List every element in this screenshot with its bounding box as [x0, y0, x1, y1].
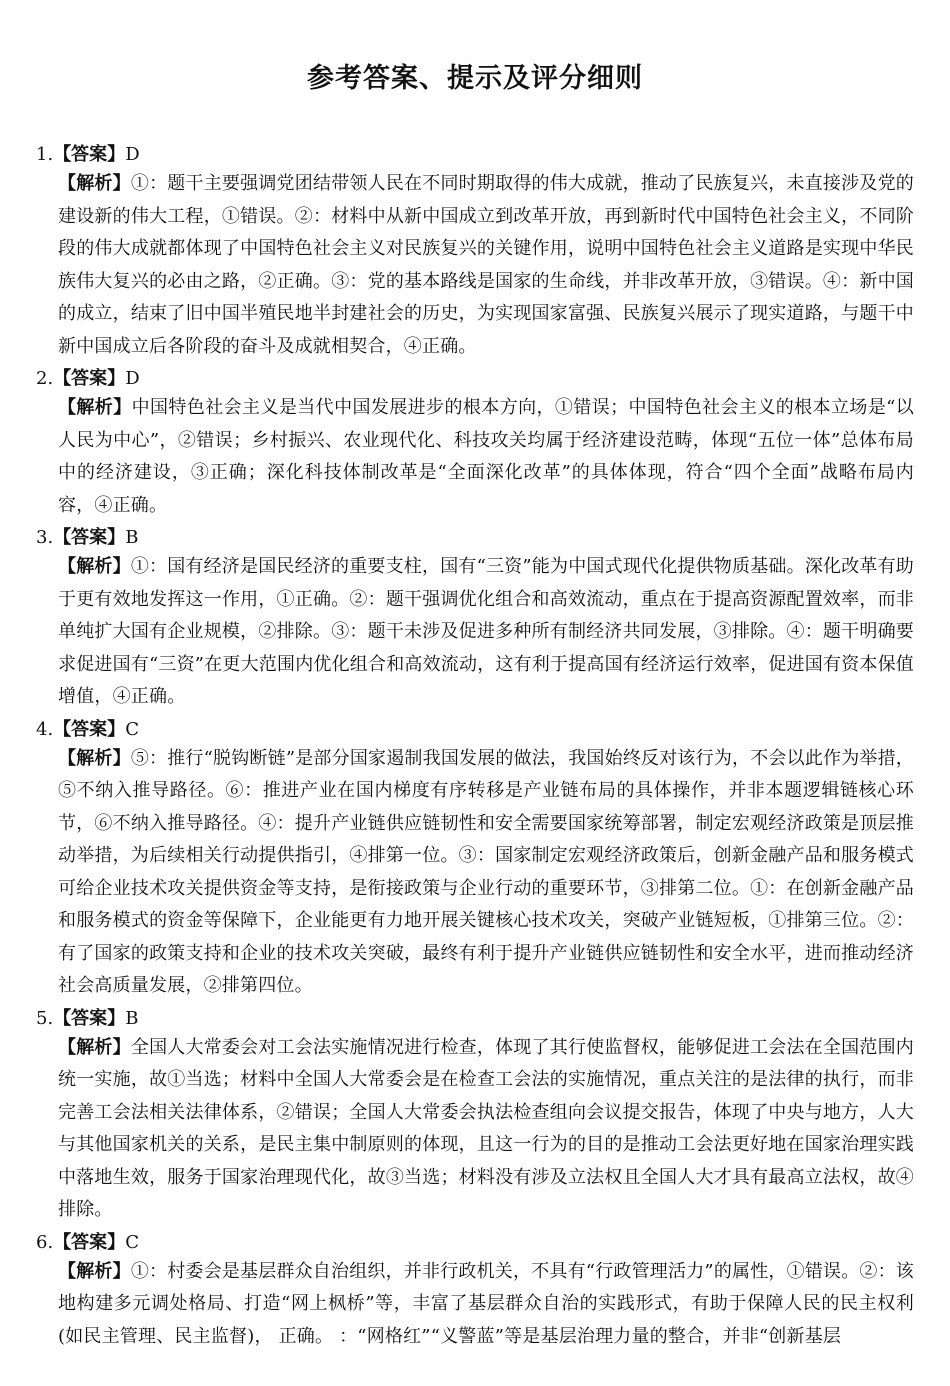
- answer-value: D: [125, 144, 140, 165]
- page-title: 参考答案、提示及评分细则: [307, 63, 643, 94]
- answer-line: [36, 1230, 914, 1256]
- answer-value: B: [125, 527, 139, 548]
- analysis-text: 全国人大常委会对工会法实施情况进行检查，体现了其行使监督权，能够促进工会法在全国范围内统一实施，故①当选；材料中全国人大常委会是在检查工会法的实施情况，重点关注的是法律的执行，而非完善工会法相关法律体系，②错误；全国人大常委会执法检查组向会议提交报告，体现了中央与地方，人大与其他国家机关的关系，是民主集中制原则的体现，且这一行为的目的是推动工会法更好地在国家治理实践中落地生效，服务于国家治理现代化，故③当选；材料没有涉及立法权且全国人大才具有最高立法权，故④排除。: [58, 1036, 914, 1220]
- answer-value: D: [125, 368, 140, 389]
- analysis-label: 【解析】: [58, 556, 131, 577]
- question-6: [36, 1230, 914, 1354]
- analysis-label: 【解析】: [58, 747, 131, 769]
- answer-line: [36, 142, 914, 168]
- question-3: [36, 525, 914, 714]
- analysis-label: 【解析】: [58, 1036, 131, 1058]
- question-2: [36, 366, 914, 522]
- analysis-paragraph: [58, 743, 914, 1003]
- analysis-label: 【解析】: [58, 173, 131, 194]
- analysis-text: ①：题干主要强调党团结带领人民在不同时期取得的伟大成就，推动了民族复兴，未直接涉及党的建设新的伟大工程，①错误。②：材料中从新中国成立到改革开放，再到新时代中国特色社会主义，不同阶段的伟大成就都体现了中国特色社会主义对民族复兴的关键作用，说明中国特色社会主义道路是实现中华民族伟大复兴的必由之路，②正确。③：党的基本路线是国家的生命线，并非改革开放，③错误。④：新中国的成立，结束了旧中国半殖民地半封建社会的历史，为实现国家富强、民族复兴展示了现实道路，与题干中新中国成立后各阶段的奋斗及成就相契合，④正确。: [58, 173, 914, 357]
- answer-list: [36, 142, 914, 1356]
- analysis-paragraph: [58, 551, 914, 714]
- question-number: 3.: [36, 527, 54, 548]
- analysis-text: 中国特色社会主义是当代中国发展进步的根本方向，①错误；中国特色社会主义的根本立场是“以人民为中心”，②错误；乡村振兴、农业现代化、科技攻关均属于经济建设范畴，体现“五位一体”总体布局中的经济建设，③正确；深化科技体制改革是“全面深化改革”的具体体现，符合“四个全面”战略布局内容，④正确。: [58, 397, 914, 516]
- answer-value: C: [125, 718, 139, 740]
- answer-line: [36, 525, 914, 551]
- answer-label: 【答案】: [53, 144, 126, 165]
- analysis-label: 【解析】: [58, 397, 132, 418]
- analysis-text: ①：村委会是基层群众自治组织，并非行政机关，不具有“行政管理活力”的属性，①错误。②：该地构建多元调处格局、打造“网上枫桥”等，丰富了基层群众自治的实践形式，有助于保障人民的民主权利(如民主管理、民主监督)， 正确。 ：“网格红”“义警蓝”等是基层治理力量的整合，并非“创新基层: [58, 1260, 915, 1347]
- question-number: 1.: [36, 144, 54, 165]
- analysis-paragraph: [58, 1256, 914, 1354]
- answer-line: [36, 1006, 914, 1032]
- answer-value: C: [125, 1231, 139, 1253]
- analysis-text: ①：国有经济是国民经济的重要支柱，国有“三资”能为中国式现代化提供物质基础。深化改革有助于更有效地发挥这一作用，①正确。②：题干强调优化组合和高效流动，重点在于提高资源配置效率，而非单纯扩大国有企业规模，②排除。③：题干未涉及促进多种所有制经济共同发展，③排除。④：题干明确要求促进国有“三资”在更大范围内优化组合和高效流动，这有利于提高国有经济运行效率，促进国有资本保值增值，④正确。: [58, 556, 915, 707]
- analysis-label: 【解析】: [58, 1260, 131, 1282]
- analysis-text: ⑤：推行“脱钩断链”是部分国家遏制我国发展的做法，我国始终反对该行为，不会以此作为举措，⑤不纳入推导路径。⑥：推进产业在国内梯度有序转移是产业链布局的具体操作，并非本题逻辑链核心环节，⑥不纳入推导路径。④：提升产业链供应链韧性和安全需要国家统筹部署，制定宏观经济政策是顶层推动举措，为后续相关行动提供指引，④排第一位。③：国家制定宏观经济政策后，创新金融产品和服务模式可给企业技术攻关提供资金等支持，是衔接政策与企业行动的重要环节，③排第二位。①：在创新金融产品和服务模式的资金等保障下，企业能更有力地开展关键核心技术攻关，突破产业链短板，①排第三位。②：有了国家的政策支持和企业的技术攻关突破，最终有利于提升产业链供应链韧性和安全水平，进而推动经济社会高质量发展，②排第四位。: [58, 747, 915, 996]
- analysis-paragraph: [58, 392, 914, 522]
- question-5: [36, 1006, 914, 1227]
- answer-label: 【答案】: [53, 1231, 126, 1253]
- question-number: 4.: [36, 718, 54, 740]
- answer-label: 【答案】: [53, 527, 126, 548]
- answer-label: 【答案】: [53, 1007, 126, 1029]
- answer-label: 【答案】: [53, 718, 126, 740]
- analysis-paragraph: [58, 1032, 914, 1227]
- answer-label: 【答案】: [53, 368, 126, 389]
- question-1: [36, 142, 914, 363]
- answer-line: [36, 366, 914, 392]
- question-number: 6.: [36, 1231, 54, 1253]
- question-number: 5.: [36, 1007, 54, 1029]
- answer-line: [36, 717, 914, 743]
- question-4: [36, 717, 914, 1003]
- analysis-paragraph: [58, 168, 914, 363]
- question-number: 2.: [36, 368, 54, 389]
- answer-value: B: [125, 1007, 139, 1029]
